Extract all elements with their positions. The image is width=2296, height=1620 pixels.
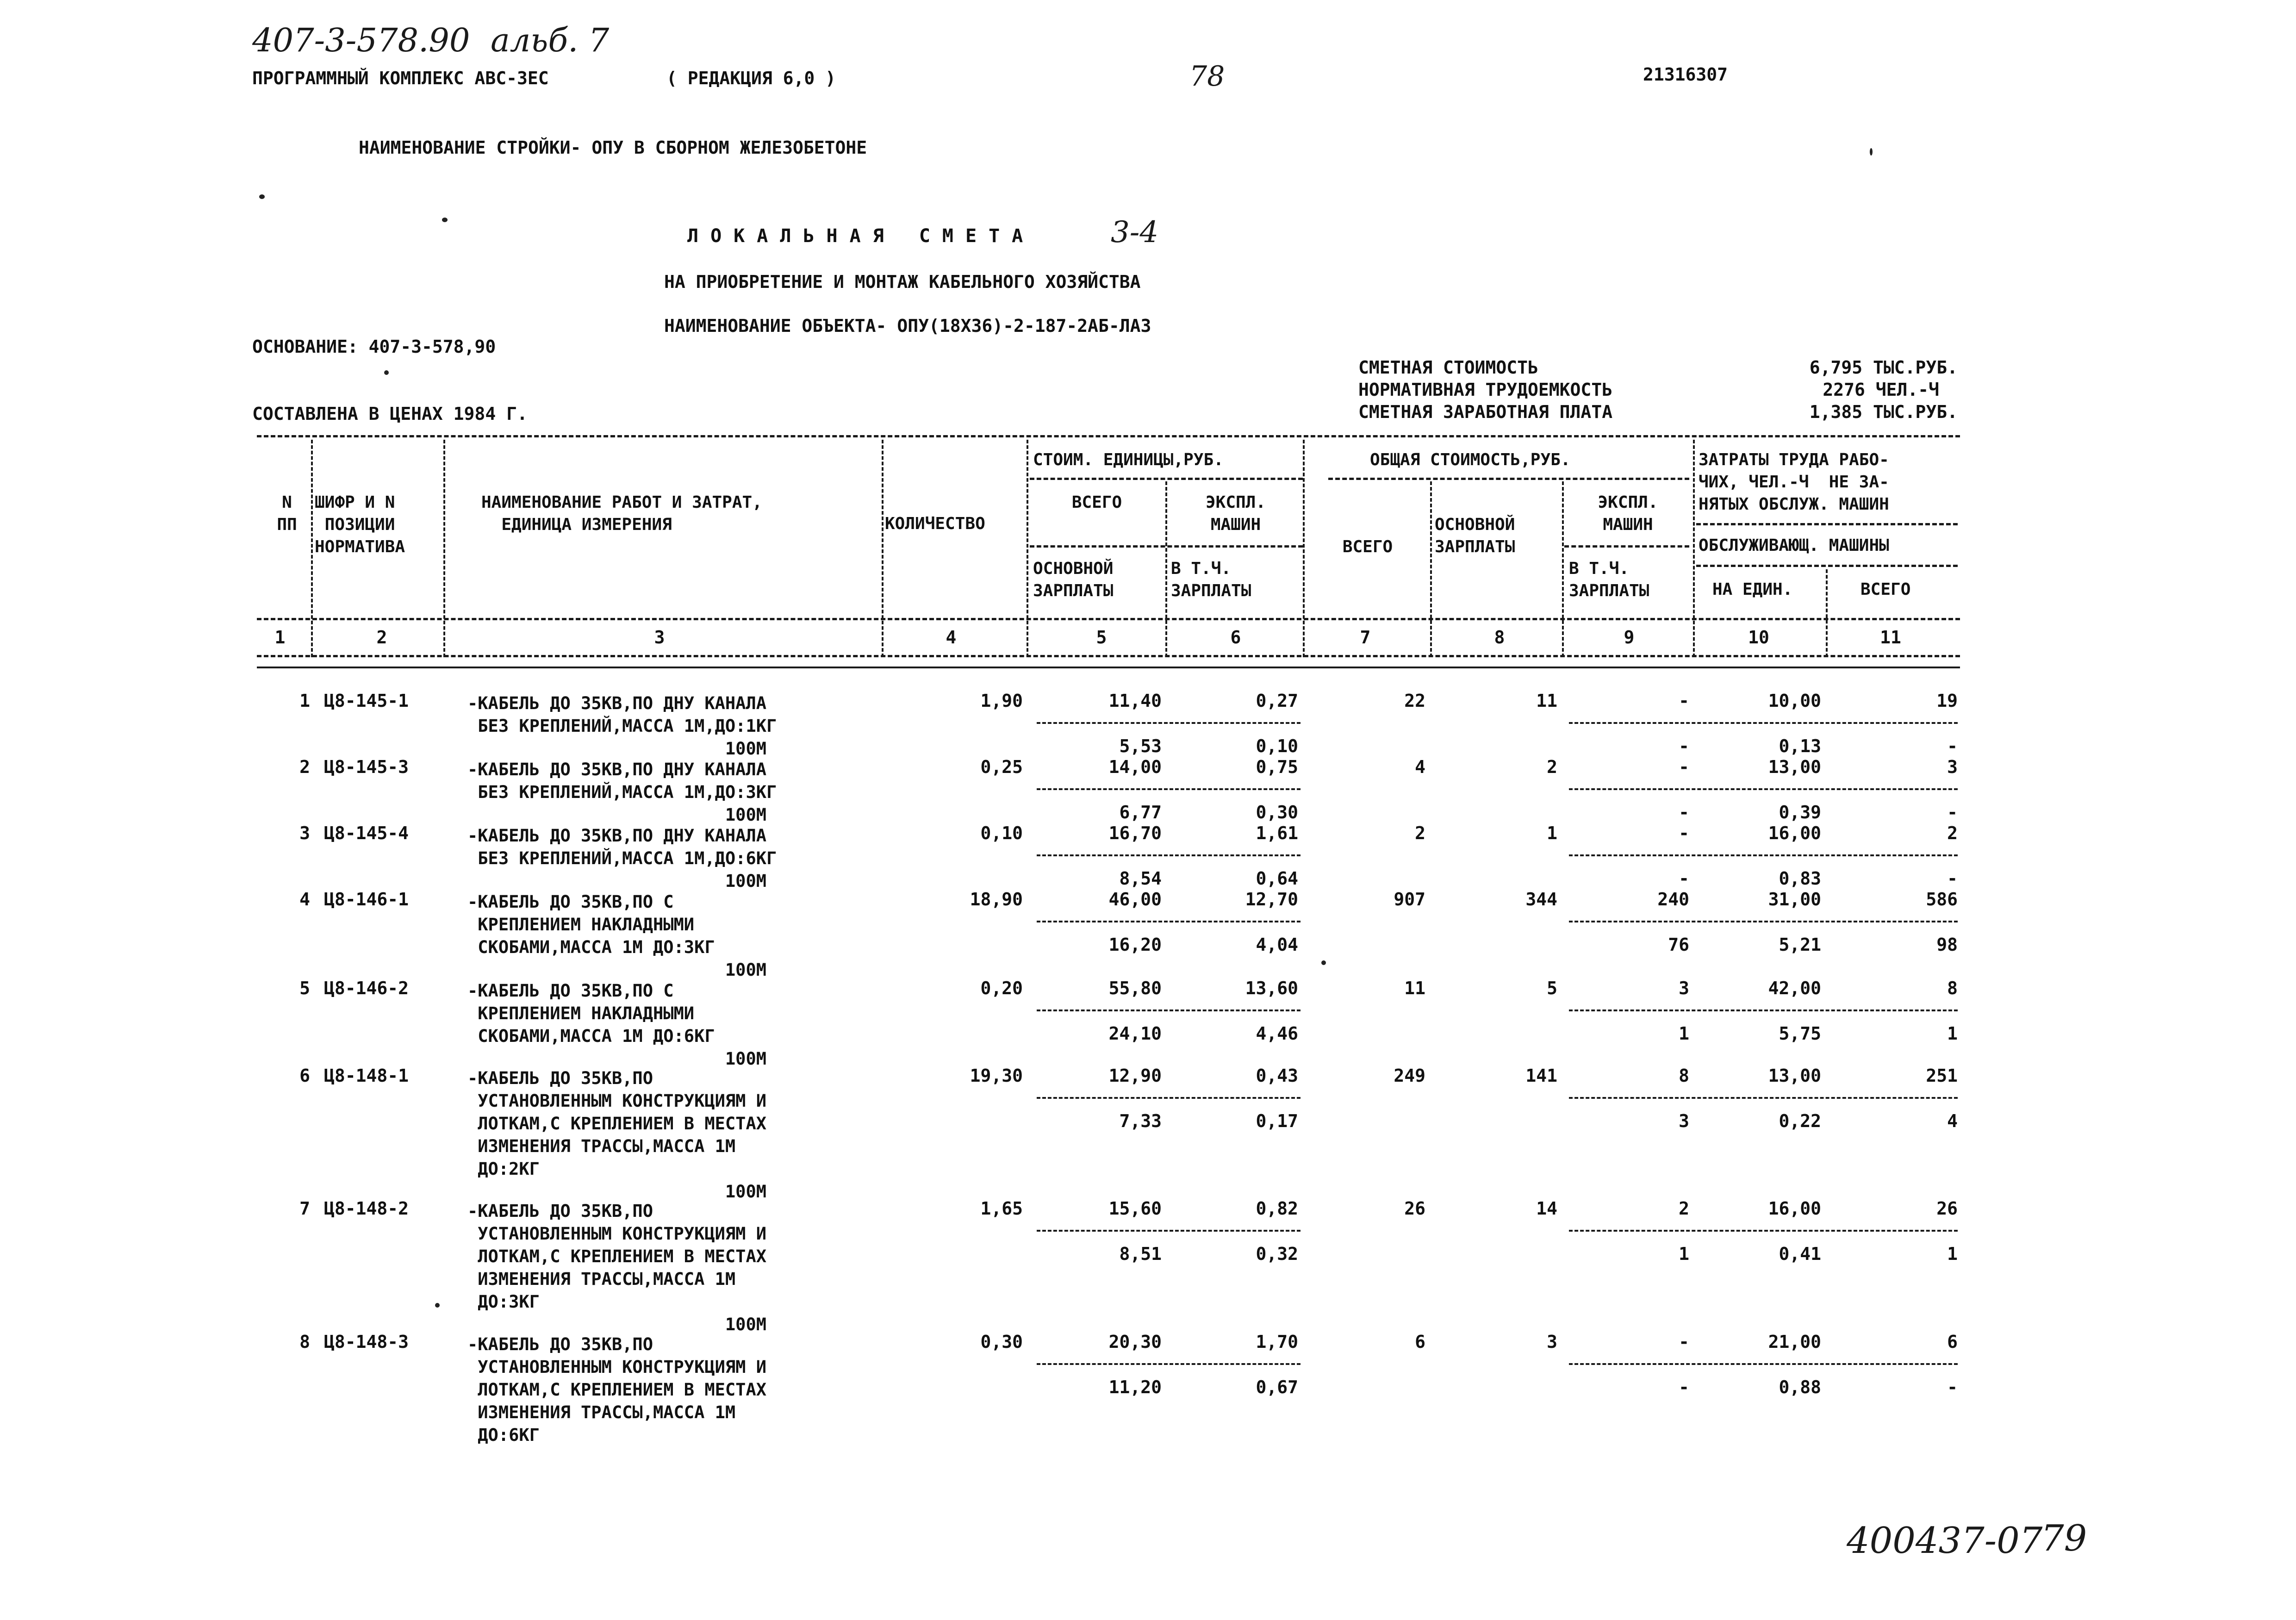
row-total: 2 [1415,823,1425,843]
row-code: Ц8-148-1 [324,1065,409,1086]
row-description: -КАБЕЛЬ ДО 35КВ,ПО С КРЕПЛЕНИЕМ НАКЛАДНЫМИ СКОБАМИ,МАССА 1М ДО:6КГ 100М [467,981,767,1069]
row-unit-total: 11,40 [1108,691,1162,711]
document-subtitle: НА ПРИОБРЕТЕНИЕ И МОНТАЖ КАБЕЛЬНОГО ХОЗЯЙСТВА [664,272,1141,292]
row-total-machine-wage: 3 [1679,1111,1689,1131]
row-total-machine-wage: 1 [1679,1023,1689,1044]
row-labor-total: 6 [1947,1332,1958,1352]
row-number: 3 [299,823,310,843]
row-total: 4 [1415,757,1425,777]
row-total-machines: - [1679,691,1689,711]
scan-speck [435,1303,440,1308]
row-labor-unit: 13,00 [1768,757,1821,777]
row-labor-unit-machines: 0,22 [1779,1111,1821,1131]
row-total-wage: 5 [1547,978,1557,998]
row-unit-total: 20,30 [1108,1332,1162,1352]
row-unit-total: 14,00 [1108,757,1162,777]
row-unit-wage: 16,20 [1108,935,1162,955]
header-col-4: КОЛИЧЕСТВО [885,514,985,533]
summary-labor-label: НОРМАТИВНАЯ ТРУДОЕМКОСТЬ [1358,380,1613,400]
col-number: 8 [1494,627,1505,648]
col-number: 1 [274,627,286,648]
col-sep-6 [1303,440,1305,657]
row-description: -КАБЕЛЬ ДО 35КВ,ПО УСТАНОВЛЕННЫМ КОНСТРУКЦИЯМ И ЛОТКАМ,С КРЕПЛЕНИЕМ В МЕСТАХ ИЗМЕНЕНИЯ ТРАССЫ,МАССА 1М ДО:6КГ [467,1334,767,1445]
row-total-machine-wage: - [1679,1377,1689,1397]
row-labor-total: 251 [1926,1065,1958,1086]
row-labor-total-machines: - [1947,802,1958,822]
row-split-rule [1037,722,1300,724]
row-description: -КАБЕЛЬ ДО 35КВ,ПО ДНУ КАНАЛА БЕЗ КРЕПЛЕНИЙ,МАССА 1М,ДО:3КГ 100М [467,760,777,825]
handwritten-bottom-page: 79 [2041,1518,2087,1559]
row-description: -КАБЕЛЬ ДО 35КВ,ПО С КРЕПЛЕНИЕМ НАКЛАДНЫМИ СКОБАМИ,МАССА 1М ДО:3КГ 100М [467,892,767,980]
col-number: 6 [1230,627,1241,648]
row-number: 8 [299,1332,310,1352]
row-labor-total: 586 [1926,889,1958,910]
row-split-rule [1569,788,1958,790]
row-description: -КАБЕЛЬ ДО 35КВ,ПО ДНУ КАНАЛА БЕЗ КРЕПЛЕНИЙ,МАССА 1М,ДО:1КГ 100М [467,693,777,759]
header-total-cost: ОБЩАЯ СТОИМОСТЬ,РУБ. [1370,450,1571,469]
col-number: 7 [1360,627,1371,648]
prices-line: СОСТАВЛЕНА В ЦЕНАХ 1984 Г. [252,404,528,424]
row-labor-total: 2 [1947,823,1958,843]
summary-cost-label: СМЕТНАЯ СТОИМОСТЬ [1358,357,1538,378]
handwritten-local-number: 3-4 [1111,215,1159,249]
col-sep-7 [1430,481,1432,657]
summary-wage-label: СМЕТНАЯ ЗАРАБОТНАЯ ПЛАТА [1358,402,1613,422]
machines-mid-rule [1564,545,1689,548]
handwritten-album: альб. 7 [491,21,610,59]
row-unit-machines: 1,61 [1256,823,1298,843]
row-labor-unit: 42,00 [1768,978,1821,998]
row-unit-machines: 13,60 [1245,978,1298,998]
row-total: 249 [1394,1065,1425,1086]
row-total: 26 [1404,1198,1425,1219]
col-number: 10 [1748,627,1769,648]
header-col-3: НАИМЕНОВАНИЕ РАБОТ И ЗАТРАТ, ЕДИНИЦА ИЗМЕРЕНИЯ [481,493,762,534]
row-labor-total: 26 [1936,1198,1958,1219]
header-col-5-bottom: ОСНОВНОЙ ЗАРПЛАТЫ [1033,559,1114,600]
row-split-rule [1569,1230,1958,1232]
col-sep-9 [1693,440,1695,657]
row-unit-total: 46,00 [1108,889,1162,910]
header-col-11: ВСЕГО [1860,580,1911,599]
col-number: 11 [1880,627,1901,648]
row-labor-unit: 13,00 [1768,1065,1821,1086]
row-unit-total: 15,60 [1108,1198,1162,1219]
row-unit-wage: 7,33 [1119,1111,1162,1131]
row-total-machine-wage: 1 [1679,1244,1689,1264]
row-total-machines: 3 [1679,978,1689,998]
row-quantity: 0,10 [980,823,1023,843]
row-total-machines: - [1679,823,1689,843]
row-split-rule [1037,1363,1300,1365]
row-split-rule [1037,788,1300,790]
row-labor-total: 19 [1936,691,1958,711]
row-total-machines: - [1679,757,1689,777]
row-labor-total: 8 [1947,978,1958,998]
header-col-10: НА ЕДИН. [1712,580,1793,599]
basis-line: ОСНОВАНИЕ: 407-3-578,90 [252,336,496,357]
row-unit-machines: 0,27 [1256,691,1298,711]
col-sep-10 [1826,569,1828,657]
header-col-2: ШИФР И N ПОЗИЦИИ НОРМАТИВА [315,493,405,556]
row-total-machines: 2 [1679,1198,1689,1219]
row-code: Ц8-146-1 [324,889,409,910]
row-code: Ц8-145-1 [324,691,409,711]
col-sep-8 [1562,481,1564,657]
table-top-rule [257,435,1960,437]
row-number: 2 [299,757,310,777]
col-number: 5 [1096,627,1107,648]
row-split-rule [1569,1363,1958,1365]
scan-speck [1321,960,1326,965]
row-number: 5 [299,978,310,998]
row-number: 4 [299,889,310,910]
row-labor-unit-machines: 5,75 [1779,1023,1821,1044]
row-total-wage: 2 [1547,757,1557,777]
total-cost-group-rule [1328,478,1689,480]
row-labor-total-machines: 1 [1947,1244,1958,1264]
row-quantity: 1,90 [980,691,1023,711]
header-col-5-top: ВСЕГО [1071,493,1122,512]
unit-cost-group-rule [1030,478,1303,480]
row-split-rule [1037,854,1300,856]
row-unit-wage: 11,20 [1108,1377,1162,1397]
header-col-6-bottom: В Т.Ч. ЗАРПЛАТЫ [1171,559,1251,600]
row-total-machines: 8 [1679,1065,1689,1086]
row-unit-machine-wage: 0,30 [1256,802,1298,822]
row-total: 22 [1404,691,1425,711]
row-unit-machines: 12,70 [1245,889,1298,910]
col-number: 2 [376,627,387,648]
row-unit-machine-wage: 0,67 [1256,1377,1298,1397]
labor-mid-rule-2 [1696,565,1958,567]
row-labor-unit-machines: 0,41 [1779,1244,1821,1264]
row-quantity: 0,25 [980,757,1023,777]
row-split-rule [1569,854,1958,856]
col-sep-3 [882,440,884,657]
row-total-wage: 3 [1547,1332,1557,1352]
row-split-rule [1569,1009,1958,1011]
row-unit-machine-wage: 4,46 [1256,1023,1298,1044]
col-number: 3 [654,627,665,648]
row-unit-machines: 0,43 [1256,1065,1298,1086]
col-sep-2 [443,440,445,657]
header-col-1: N ПП [277,493,297,534]
row-labor-total: 3 [1947,757,1958,777]
row-split-rule [1037,1097,1300,1099]
row-labor-unit: 21,00 [1768,1332,1821,1352]
col-sep-5 [1165,481,1167,657]
row-quantity: 19,30 [970,1065,1023,1086]
summary-cost-value: 6,795 ТЫС.РУБ. [1809,357,1958,378]
row-total-machine-wage: 76 [1668,935,1689,955]
row-split-rule [1037,1230,1300,1232]
row-total: 6 [1415,1332,1425,1352]
row-labor-unit-machines: 5,21 [1779,935,1821,955]
row-unit-total: 55,80 [1108,978,1162,998]
row-split-rule [1569,921,1958,922]
handwritten-reference: 407-3-578.90 [252,21,470,59]
row-number: 6 [299,1065,310,1086]
row-quantity: 18,90 [970,889,1023,910]
edition-line: ( РЕДАКЦИЯ 6,0 ) [666,68,836,88]
row-split-rule [1037,1009,1300,1011]
header-col-6-top: ЭКСПЛ. МАШИН [1205,493,1266,534]
row-labor-unit-machines: 0,13 [1779,736,1821,756]
row-code: Ц8-145-3 [324,757,409,777]
header-bottom-rule [257,655,1960,657]
body-top-rule [257,667,1960,668]
row-description: -КАБЕЛЬ ДО 35КВ,ПО УСТАНОВЛЕННЫМ КОНСТРУКЦИЯМ И ЛОТКАМ,С КРЕПЛЕНИЕМ В МЕСТАХ ИЗМЕНЕНИЯ ТРАССЫ,МАССА 1М ДО:3КГ 100М [467,1201,767,1334]
row-total-wage: 11 [1536,691,1557,711]
header-col-7: ВСЕГО [1342,537,1393,556]
header-labor: ЗАТРАТЫ ТРУДА РАБО- ЧИХ, ЧЕЛ.-Ч НЕ ЗА- НЯТЫХ ОБСЛУЖ. МАШИН [1699,450,1889,514]
row-unit-machines: 0,75 [1256,757,1298,777]
row-number: 1 [299,691,310,711]
row-labor-total-machines: - [1947,1377,1958,1397]
header-unit-cost: СТОИМ. ЕДИНИЦЫ,РУБ. [1033,450,1224,469]
document-title: ЛОКАЛЬНАЯ СМЕТА [687,225,1035,247]
handwritten-bottom-reference: 400437-07 [1847,1520,2043,1562]
scan-speck [384,370,389,375]
row-quantity: 0,30 [980,1332,1023,1352]
header-col-8: ОСНОВНОЙ ЗАРПЛАТЫ [1435,515,1515,556]
header-number-rule [257,618,1960,620]
row-split-rule [1569,1097,1958,1099]
scan-speck [442,218,448,222]
row-labor-unit: 31,00 [1768,889,1821,910]
row-total: 907 [1394,889,1425,910]
row-total-wage: 344 [1525,889,1557,910]
row-labor-total-machines: - [1947,736,1958,756]
row-labor-unit-machines: 0,88 [1779,1377,1821,1397]
summary-wage-value: 1,385 ТЫС.РУБ. [1809,402,1958,422]
document-id: 21316307 [1643,64,1728,85]
row-unit-wage: 5,53 [1119,736,1162,756]
labor-mid-rule-1 [1696,523,1958,525]
row-labor-unit: 16,00 [1768,1198,1821,1219]
row-total-machines: - [1679,1332,1689,1352]
row-labor-unit: 16,00 [1768,823,1821,843]
row-labor-total-machines: 98 [1936,935,1958,955]
row-description: -КАБЕЛЬ ДО 35КВ,ПО УСТАНОВЛЕННЫМ КОНСТРУКЦИЯМ И ЛОТКАМ,С КРЕПЛЕНИЕМ В МЕСТАХ ИЗМЕНЕНИЯ ТРАССЫ,МАССА 1М ДО:2КГ 100М [467,1068,767,1202]
row-total-wage: 14 [1536,1198,1557,1219]
row-total-machine-wage: - [1679,802,1689,822]
row-code: Ц8-145-4 [324,823,409,843]
col-sep-1 [311,440,313,657]
row-unit-machine-wage: 0,10 [1256,736,1298,756]
row-unit-total: 12,90 [1108,1065,1162,1086]
row-labor-unit: 10,00 [1768,691,1821,711]
handwritten-page-number: 78 [1189,60,1225,93]
row-labor-total-machines: 1 [1947,1023,1958,1044]
header-labor-sub: ОБСЛУЖИВАЮЩ. МАШИНЫ [1699,536,1889,555]
row-unit-wage: 8,51 [1119,1244,1162,1264]
row-total-wage: 141 [1525,1065,1557,1086]
row-unit-machine-wage: 0,17 [1256,1111,1298,1131]
col-number: 9 [1624,627,1635,648]
construction-name: НАИМЕНОВАНИЕ СТРОЙКИ- ОПУ В СБОРНОМ ЖЕЛЕЗОБЕТОНЕ [359,137,867,158]
scan-speck [259,194,265,199]
row-quantity: 0,20 [980,978,1023,998]
scan-speck [1870,148,1873,156]
row-total-machine-wage: - [1679,736,1689,756]
row-split-rule [1569,722,1958,724]
row-code: Ц8-148-2 [324,1198,409,1219]
row-unit-wage: 24,10 [1108,1023,1162,1044]
row-split-rule [1037,921,1300,922]
header-col-9-top: ЭКСПЛ. МАШИН [1598,493,1658,534]
row-unit-machine-wage: 0,32 [1256,1244,1298,1264]
summary-labor-value: 2276 ЧЕЛ.-Ч [1823,380,1939,400]
col-number: 4 [946,627,957,648]
row-labor-unit-machines: 0,83 [1779,868,1821,889]
row-unit-machine-wage: 4,04 [1256,935,1298,955]
header-col-9-bottom: В Т.Ч. ЗАРПЛАТЫ [1569,559,1649,600]
row-total-machines: 240 [1657,889,1689,910]
row-code: Ц8-146-2 [324,978,409,998]
row-total-machine-wage: - [1679,868,1689,889]
object-name: НАИМЕНОВАНИЕ ОБЪЕКТА- ОПУ(18Х36)-2-187-2АБ-ЛАЗ [664,316,1151,336]
row-quantity: 1,65 [980,1198,1023,1219]
program-line: ПРОГРАММНЫЙ КОМПЛЕКС АВС-3ЕС [252,68,549,88]
row-total-wage: 1 [1547,823,1557,843]
row-number: 7 [299,1198,310,1219]
row-unit-wage: 8,54 [1119,868,1162,889]
row-unit-machines: 0,82 [1256,1198,1298,1219]
row-unit-machines: 1,70 [1256,1332,1298,1352]
row-labor-unit-machines: 0,39 [1779,802,1821,822]
row-unit-total: 16,70 [1108,823,1162,843]
row-labor-total-machines: 4 [1947,1111,1958,1131]
col-sep-4 [1027,440,1028,657]
row-description: -КАБЕЛЬ ДО 35КВ,ПО ДНУ КАНАЛА БЕЗ КРЕПЛЕНИЙ,МАССА 1М,ДО:6КГ 100М [467,826,777,891]
row-code: Ц8-148-3 [324,1332,409,1352]
row-total: 11 [1404,978,1425,998]
row-labor-total-machines: - [1947,868,1958,889]
row-unit-wage: 6,77 [1119,802,1162,822]
row-unit-machine-wage: 0,64 [1256,868,1298,889]
